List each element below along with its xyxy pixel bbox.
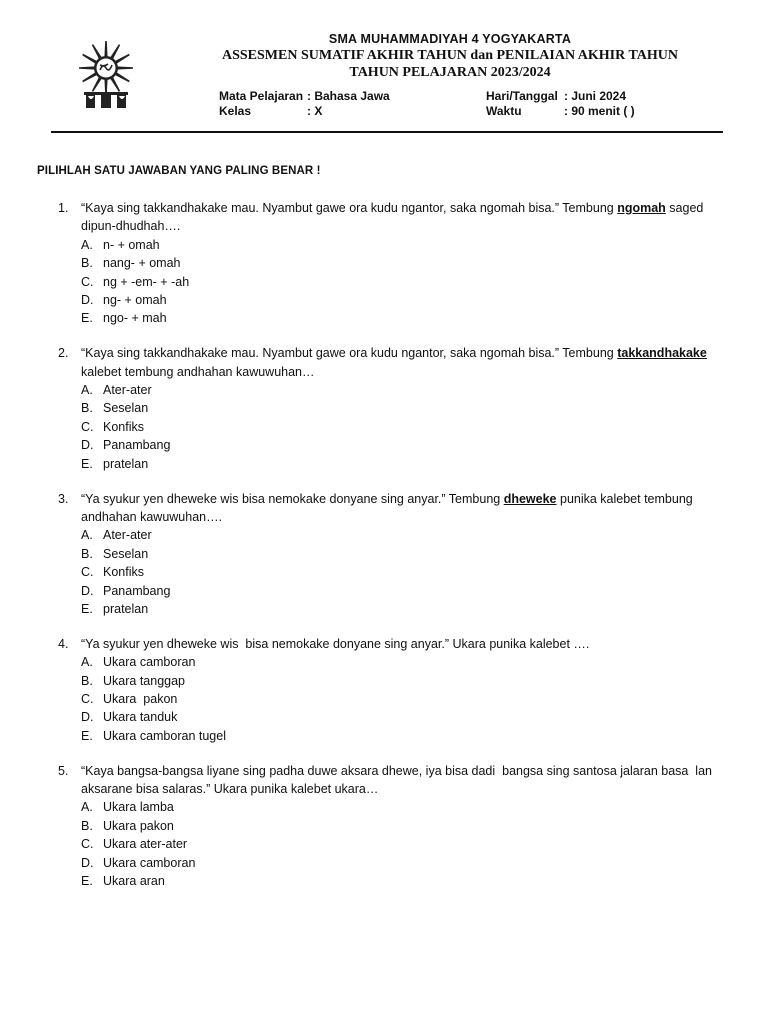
option-letter: E. xyxy=(81,311,93,326)
question-text-before: “Kaya bangsa-bangsa liyane sing padha duwe aksara dhewe, iya bisa dadi bangsa sing santosa jalaran basa lan aksarane bisa salaras.” Ukara punika kalebet ukara… xyxy=(81,763,716,797)
instruction-text: PILIHLAH SATU JAWABAN YANG PALING BENAR ! xyxy=(37,165,321,177)
question-text xyxy=(81,344,731,381)
option-d[interactable] xyxy=(0,436,768,454)
meta-value-date: : Juni 2024 xyxy=(564,89,627,103)
option-c[interactable] xyxy=(0,690,768,708)
option-letter: B. xyxy=(81,401,93,416)
question-text xyxy=(81,635,731,653)
option-text: Ukara camboran xyxy=(103,655,196,670)
option-letter: E. xyxy=(81,728,93,743)
option-c[interactable] xyxy=(0,563,768,581)
option-a[interactable] xyxy=(0,526,768,544)
option-text: Ukara pakon xyxy=(103,691,178,706)
option-letter: C. xyxy=(81,691,94,706)
option-b[interactable] xyxy=(0,672,768,690)
option-text: Panambang xyxy=(103,438,171,453)
option-letter: B. xyxy=(81,256,93,271)
question-number: 4. xyxy=(58,636,69,651)
question-text xyxy=(81,490,731,527)
meta-label-date: Hari/Tanggal xyxy=(486,89,558,103)
question-text xyxy=(81,762,731,799)
option-text: ng + -em- + -ah xyxy=(103,274,190,289)
option-text: Ukara tanggap xyxy=(103,673,186,688)
school-logo-icon xyxy=(74,38,138,110)
question-3 xyxy=(0,490,768,619)
meta-left xyxy=(219,89,390,119)
question-keyword: ngomah xyxy=(617,201,666,215)
option-b[interactable] xyxy=(0,399,768,417)
question-2 xyxy=(0,344,768,473)
question-keyword: dheweke xyxy=(503,491,557,506)
option-b[interactable] xyxy=(0,545,768,563)
option-c[interactable] xyxy=(0,835,768,853)
meta-right xyxy=(486,89,635,119)
exam-title: ASSESMEN SUMATIF AKHIR TAHUN dan PENILAIAN AKHIR TAHUN xyxy=(222,48,678,63)
option-e[interactable] xyxy=(0,309,768,327)
option-letter: C. xyxy=(81,837,94,852)
question-text-before: “Kaya sing takkandhakake mau. Nyambut gawe ora kudu ngantor, saka ngomah bisa.” Tembung xyxy=(81,346,618,361)
option-letter: A. xyxy=(81,383,93,398)
document-header xyxy=(150,31,750,82)
option-d[interactable] xyxy=(0,582,768,600)
meta-label-subject: Mata Pelajaran xyxy=(219,89,304,103)
option-a[interactable] xyxy=(0,236,768,254)
option-letter: D. xyxy=(81,710,94,725)
option-letter: A. xyxy=(81,655,93,670)
question-text xyxy=(81,199,731,236)
option-text: Panambang xyxy=(103,583,171,598)
option-letter: D. xyxy=(81,583,94,598)
option-letter: A. xyxy=(81,528,93,543)
header-divider xyxy=(51,131,723,133)
option-letter: A. xyxy=(81,237,93,252)
option-text: Ukara camboran tugel xyxy=(103,728,226,743)
option-a[interactable] xyxy=(0,381,768,399)
meta-label-time: Waktu xyxy=(486,104,522,118)
option-letter: E. xyxy=(81,601,93,616)
option-text: ng- + omah xyxy=(103,292,167,307)
option-text: Seselan xyxy=(103,401,149,416)
question-1 xyxy=(0,199,768,328)
option-letter: E. xyxy=(81,874,93,889)
option-a[interactable] xyxy=(0,798,768,816)
option-e[interactable] xyxy=(0,727,768,745)
question-number: 3. xyxy=(58,491,69,506)
question-number: 5. xyxy=(58,763,69,778)
option-letter: D. xyxy=(81,292,94,307)
option-a[interactable] xyxy=(0,653,768,671)
option-d[interactable] xyxy=(0,708,768,726)
option-letter: B. xyxy=(81,818,93,833)
option-text: Ukara pakon xyxy=(103,818,174,833)
option-text: Ater-ater xyxy=(103,528,152,543)
option-text: pratelan xyxy=(103,601,149,616)
academic-year: TAHUN PELAJARAN 2023/2024 xyxy=(349,65,551,80)
option-letter: C. xyxy=(81,274,94,289)
option-letter: B. xyxy=(81,546,93,561)
option-text: pratelan xyxy=(103,456,149,471)
option-letter: D. xyxy=(81,438,94,453)
meta-value-subject: : Bahasa Jawa xyxy=(307,89,390,103)
option-text: Ukara aran xyxy=(103,874,165,889)
meta-label-class: Kelas xyxy=(219,104,252,118)
option-b[interactable] xyxy=(0,817,768,835)
option-c[interactable] xyxy=(0,418,768,436)
option-text: nang- + omah xyxy=(103,256,181,271)
option-letter: D. xyxy=(81,855,94,870)
option-text: Konfiks xyxy=(103,419,144,434)
option-letter: B. xyxy=(81,673,93,688)
option-text: Ukara ater-ater xyxy=(103,837,188,852)
option-e[interactable] xyxy=(0,600,768,618)
school-name: SMA MUHAMMADIYAH 4 YOGYAKARTA xyxy=(328,32,572,46)
option-text: ngo- + mah xyxy=(103,311,167,326)
option-text: Ukara lamba xyxy=(103,800,174,815)
option-letter: C. xyxy=(81,565,94,580)
meta-value-time: : 90 menit ( ) xyxy=(564,104,635,118)
question-text-after: saged dipun-dhudhah…. xyxy=(81,201,704,234)
question-5 xyxy=(0,762,768,891)
question-number: 1. xyxy=(58,201,69,215)
option-text: Ater-ater xyxy=(103,383,152,398)
option-letter: C. xyxy=(81,419,94,434)
option-b[interactable] xyxy=(0,254,768,272)
question-text-before: “Ya syukur yen dheweke wis bisa nemokake donyane sing anyar.” Tembung xyxy=(81,491,504,506)
option-d[interactable] xyxy=(0,854,768,872)
option-text: n- + omah xyxy=(103,237,160,252)
option-d[interactable] xyxy=(0,291,768,309)
option-e[interactable] xyxy=(0,872,768,890)
option-letter: E. xyxy=(81,456,93,471)
option-text: Ukara tanduk xyxy=(103,710,178,725)
option-text: Konfiks xyxy=(103,565,144,580)
question-number: 2. xyxy=(58,346,69,361)
option-e[interactable] xyxy=(0,455,768,473)
question-text-before: “Kaya sing takkandhakake mau. Nyambut gawe ora kudu ngantor, saka ngomah bisa.” Tembung xyxy=(81,201,618,215)
question-text-after: kalebet tembung andhahan kawuwuhan… xyxy=(81,364,315,379)
question-text-before: “Ya syukur yen dheweke wis bisa nemokake donyane sing anyar.” Ukara punika kalebet …. xyxy=(81,636,590,651)
option-text: Ukara camboran xyxy=(103,855,196,870)
question-4 xyxy=(0,635,768,745)
question-list xyxy=(0,199,768,907)
option-c[interactable] xyxy=(0,273,768,291)
option-letter: A. xyxy=(81,800,93,815)
option-text: Seselan xyxy=(103,546,149,561)
meta-value-class: : X xyxy=(307,104,323,118)
question-text-after: punika kalebet tembung andhahan kawuwuhan…. xyxy=(81,491,693,524)
question-keyword: takkandhakake xyxy=(617,346,707,361)
